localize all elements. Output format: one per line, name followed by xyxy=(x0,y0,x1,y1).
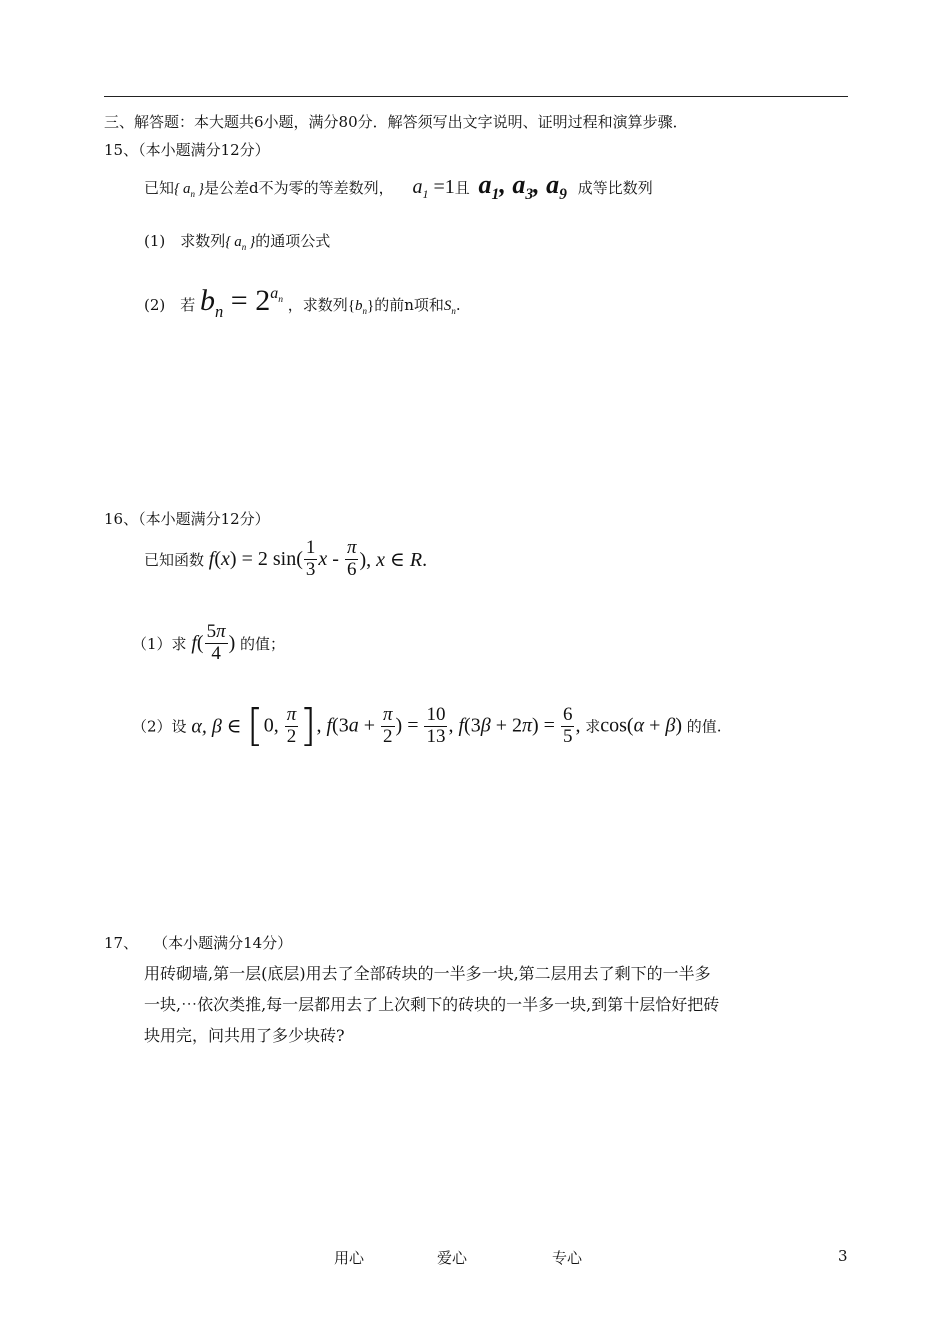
problem-17-line-1: 用砖砌墙,第一层(底层)用去了全部砖块的一半多一块,第二层用去了剩下的一半多 xyxy=(144,964,711,983)
cos-alpha-plus-beta: cos(α + β) xyxy=(600,714,682,737)
function-definition: f(x) = 2 sin( xyxy=(208,547,303,570)
problem-15-q1: (1) 求数列{ $a_n$ }的通项公式 xyxy=(144,232,331,252)
problem-15-q2: (2) 若 $b_n = 2^{a_n}$ ，求数列$\{b_n\}$的前n项和$S_n$. xyxy=(144,284,461,321)
a1-a3-a9: $a_1$, $a_3$, $a_9$ xyxy=(478,170,567,204)
footer-slogan-3: 专心 xyxy=(552,1249,583,1267)
seq-a-n: { $a_n$ } xyxy=(174,181,205,199)
problem-17-line-3: 块用完，问共用了多少块砖? xyxy=(144,1026,345,1045)
problem-16-points: （本小题满分12分） xyxy=(138,510,270,528)
footer-slogan-1: 用心 xyxy=(334,1249,365,1267)
problem-17-line-2: 一块,⋯依次类推,每一层都用去了上次剩下的砖块的一半多一块,到第十层恰好把砖 xyxy=(144,995,720,1014)
problem-15-stem: 已知{ $a_n$ }是公差d不为零的等差数列， $a_1 =1$且 $a_1$, $a_3$, $a_9$ 成等比数列 xyxy=(144,170,653,204)
header-rule xyxy=(104,96,848,97)
sum-s-n: $S_n$ xyxy=(443,298,456,316)
problem-15-number: 15、 xyxy=(104,141,139,159)
seq-a-n-2: { $a_n$ } xyxy=(225,234,256,252)
alpha-beta-interval: α, β ∈ xyxy=(191,715,247,738)
section-title: 三、解答题：本大题共6小题，满分80分．解答须写出文字说明、证明过程和演算步骤． xyxy=(104,113,688,131)
footer-slogan-2: 爱心 xyxy=(437,1249,468,1267)
problem-15-heading xyxy=(104,139,270,160)
problem-16-q2: （2）设 α, β ∈ [0, $\frac{\pi}{2}$ ], f(3a + $\frac{\pi}{2}$ ) = $\frac{10}{13}$ , f(3β + 2π) = $\frac{6}{5}$ , 求cos(α + β) 的值. xyxy=(132,700,722,751)
problem-16-q1: （1）求 f( $\frac{5\pi}{4}$ ) 的值； xyxy=(132,621,286,664)
problem-15-points: （本小题满分12分） xyxy=(138,141,270,159)
f-5pi-over-4: f( xyxy=(191,631,204,654)
problem-17-points: （本小题满分14分） xyxy=(153,934,293,952)
problem-16-stem: 已知函数 f(x) = 2 sin( $\frac{1}{3}$ x - $\frac{\pi}{6}$ ), x ∈ R. xyxy=(144,537,428,580)
condition-1: f(3a + xyxy=(326,714,380,737)
problem-16-heading xyxy=(104,508,270,529)
condition-2: f(3β + 2π) = xyxy=(458,714,560,737)
page-number: 3 xyxy=(838,1247,848,1265)
problem-17-heading xyxy=(104,932,292,953)
seq-b-n: $\{b_n\}$ xyxy=(347,298,375,316)
bn-formula: $b_n$ xyxy=(200,284,224,321)
a1-equals-1: $a_1 =1$ xyxy=(412,176,455,201)
problem-16-number: 16、 xyxy=(104,510,139,528)
problem-17-number: 17、 xyxy=(104,934,139,952)
